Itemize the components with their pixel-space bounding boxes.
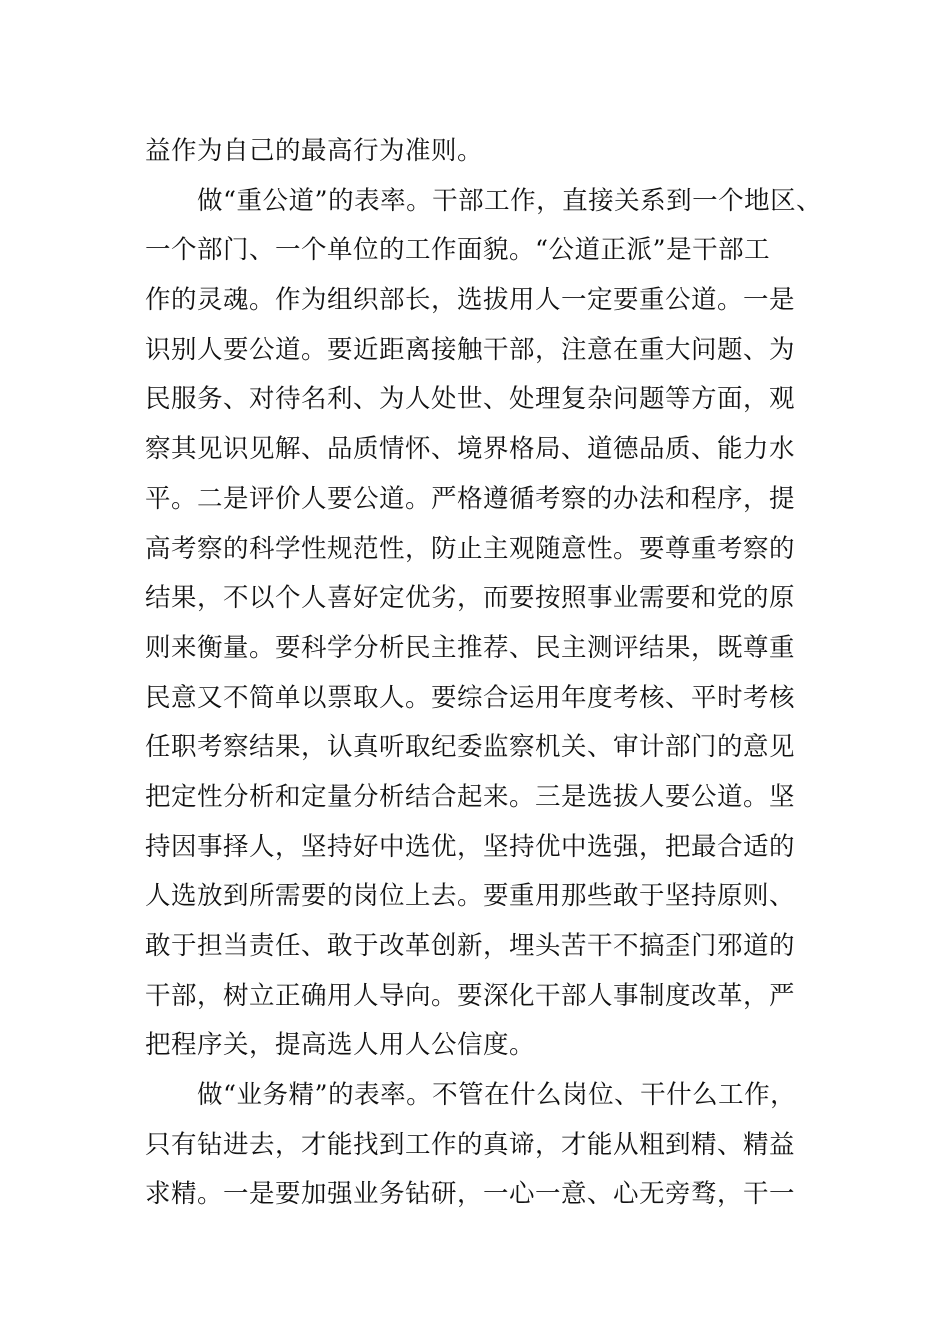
body-text (145, 127, 823, 1220)
text-line: 则来衡量。要科学分析民主推荐、民主测评结果，既尊重 (145, 632, 796, 663)
text-line: 察其见识见解、品质情怀、境界格局、道德品质、能力水 (145, 434, 796, 465)
text-line: 结果，不以个人喜好定优劣，而要按照事业需要和党的原 (145, 583, 796, 614)
text-line: 求精。一是要加强业务钻研，一心一意、心无旁骛，干一 (145, 1179, 796, 1210)
text-line: 做“重公道”的表率。干部工作，直接关系到一个地区、 (145, 185, 823, 216)
text-line: 把定性分析和定量分析结合起来。三是选拔人要公道。坚 (145, 781, 796, 812)
text-line: 高考察的科学性规范性，防止主观随意性。要尊重考察的 (145, 533, 796, 564)
text-line: 干部，树立正确用人导向。要深化干部人事制度改革，严 (145, 980, 796, 1011)
text-line: 持因事择人，坚持好中选优，坚持优中选强，把最合适的 (145, 831, 796, 862)
text-line: 人选放到所需要的岗位上去。要重用那些敢于坚持原则、 (145, 881, 796, 912)
text-line: 平。二是评价人要公道。严格遵循考察的办法和程序，提 (145, 483, 796, 514)
text-line: 识别人要公道。要近距离接触干部，注意在重大问题、为 (145, 334, 796, 365)
text-line: 一个部门、一个单位的工作面貌。“公道正派”是干部工 (145, 235, 771, 266)
text-line: 作的灵魂。作为组织部长，选拔用人一定要重公道。一是 (145, 285, 796, 316)
text-line: 民服务、对待名利、为人处世、处理复杂问题等方面，观 (145, 384, 796, 415)
text-line: 民意又不简单以票取人。要综合运用年度考核、平时考核 (145, 682, 796, 713)
text-line: 敢于担当责任、敢于改革创新，埋头苦干不搞歪门邪道的 (145, 931, 796, 961)
text-line: 做“业务精”的表率。不管在什么岗位、干什么工作， (145, 1080, 797, 1111)
text-line: 只有钻进去，才能找到工作的真谛，才能从粗到精、精益 (145, 1129, 796, 1160)
text-line: 把程序关，提高选人用人公信度。 (145, 1030, 536, 1061)
text-line: 益作为自己的最高行为准则。 (145, 136, 484, 166)
text-line: 任职考察结果，认真听取纪委监察机关、审计部门的意见 (145, 732, 796, 763)
